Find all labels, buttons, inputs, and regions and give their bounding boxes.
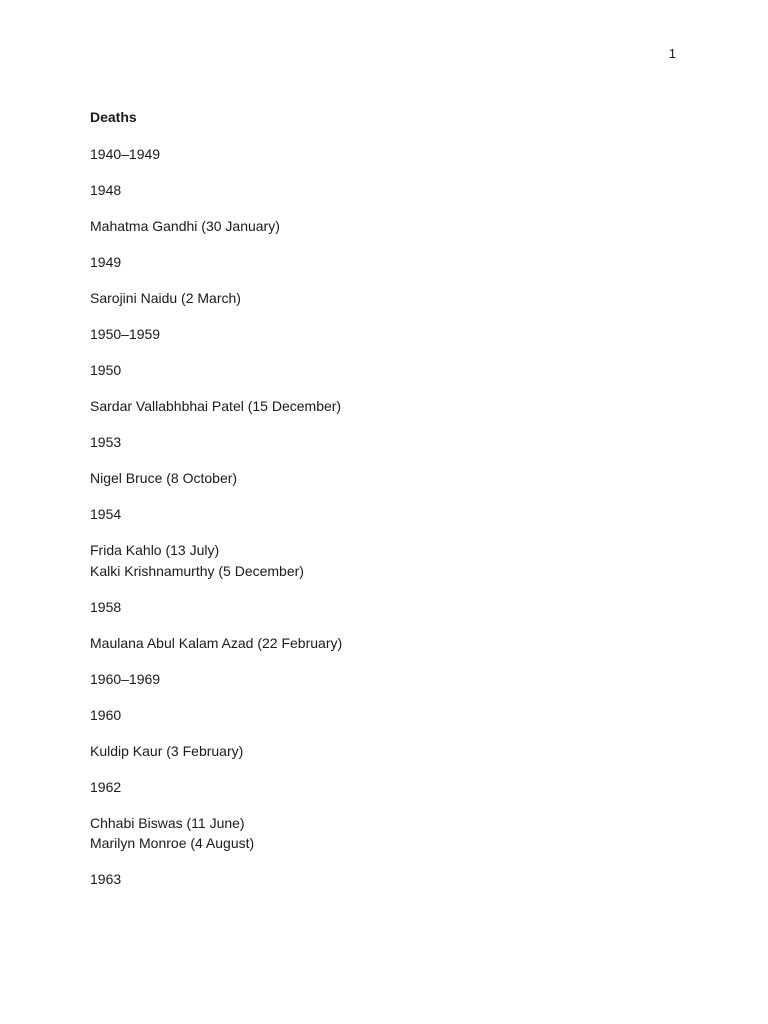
text-line: 1940–1949 bbox=[90, 146, 161, 162]
page-number: 1 bbox=[668, 46, 676, 61]
paragraph bbox=[90, 777, 690, 798]
paragraph bbox=[90, 468, 690, 489]
paragraph bbox=[90, 869, 690, 890]
text-line: Kalki Krishnamurthy (5 December) bbox=[90, 562, 304, 579]
paragraph bbox=[90, 504, 690, 525]
paragraph bbox=[90, 252, 690, 273]
paragraph-list bbox=[90, 144, 690, 890]
text-line: Chhabi Biswas (11 June) bbox=[90, 814, 245, 831]
paragraph bbox=[90, 432, 690, 453]
text-line: 1949 bbox=[90, 254, 122, 270]
text-line: Marilyn Monroe (4 August) bbox=[90, 835, 255, 851]
paragraph bbox=[90, 813, 690, 854]
paragraph bbox=[90, 324, 690, 345]
paragraph bbox=[90, 360, 690, 381]
text-line: Frida Kahlo (13 July) bbox=[90, 542, 220, 558]
paragraph bbox=[90, 705, 690, 726]
paragraph bbox=[90, 741, 690, 762]
text-line: 1948 bbox=[90, 182, 122, 198]
paragraph bbox=[90, 633, 690, 654]
paragraph bbox=[90, 540, 690, 581]
paragraph bbox=[90, 216, 690, 237]
text-line: 1953 bbox=[90, 434, 122, 450]
text-line: Sarojini Naidu (2 March) bbox=[90, 290, 241, 306]
text-line: 1963 bbox=[90, 871, 122, 887]
paragraph bbox=[90, 396, 690, 417]
text-line: Maulana Abul Kalam Azad (22 February) bbox=[90, 634, 343, 651]
text-line: 1954 bbox=[90, 506, 122, 522]
paragraph bbox=[90, 669, 690, 690]
text-line: 1960–1969 bbox=[90, 670, 161, 687]
paragraph bbox=[90, 180, 690, 201]
document-body bbox=[90, 108, 690, 905]
text-line: Nigel Bruce (8 October) bbox=[90, 470, 238, 486]
paragraph bbox=[90, 597, 690, 618]
text-line: Sardar Vallabhbhai Patel (15 December) bbox=[90, 398, 342, 414]
text-line: 1960 bbox=[90, 706, 122, 723]
text-line: 1950–1959 bbox=[90, 326, 161, 342]
section-heading: Deaths bbox=[90, 109, 137, 125]
paragraph bbox=[90, 144, 690, 165]
text-line: Mahatma Gandhi (30 January) bbox=[90, 218, 280, 234]
text-line: 1958 bbox=[90, 598, 122, 615]
text-line: 1962 bbox=[90, 778, 122, 795]
text-line: Kuldip Kaur (3 February) bbox=[90, 742, 244, 759]
paragraph bbox=[90, 288, 690, 309]
text-line: 1950 bbox=[90, 362, 122, 378]
